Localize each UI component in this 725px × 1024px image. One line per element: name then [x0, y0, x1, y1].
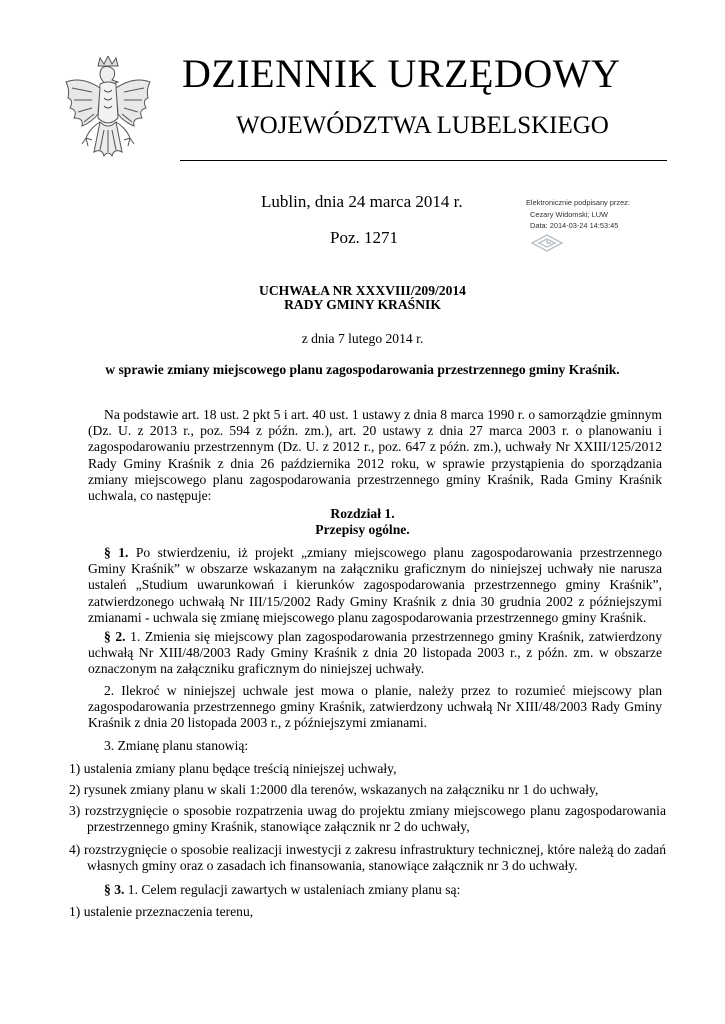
- signature-verification-icon: [530, 233, 564, 253]
- place-date: Lublin, dnia 24 marca 2014 r.: [261, 192, 463, 211]
- header-divider: [180, 160, 667, 161]
- list-item: 3) rozstrzygnięcie o sposobie rozpatrzenia uwag do projektu zmiany miejscowego planu zagospodarowania przestrzennego gminy Kraśnik, stanowiące załącznik nr 2 do uchwały,: [69, 803, 666, 835]
- section-1-paragraph: [88, 545, 662, 626]
- list-item: 1) ustalenia zmiany planu będące treścią niniejszej uchwały,: [69, 761, 397, 776]
- chapter-label: Rozdział 1.: [330, 506, 395, 521]
- section-3-text: 1. Celem regulacji zawartych w ustaleniach zmiany planu są:: [127, 882, 461, 897]
- section-2-paragraph: [88, 629, 662, 678]
- chapter-title: Przepisy ogólne.: [315, 522, 410, 537]
- section-2-label: § 2.: [104, 629, 126, 644]
- position-number: Poz. 1271: [330, 228, 398, 247]
- section-1-label: § 1.: [104, 545, 129, 560]
- signature-line-1: Elektronicznie podpisany przez:: [526, 198, 630, 207]
- signature-line-2: Cezary Widomski; LUW: [530, 209, 609, 219]
- list-item: 4) rozstrzygnięcie o sposobie realizacji inwestycji z zakresu infrastruktury technicznej, które należą do zadań własnych gminy oraz o zasadach ich finansowania, stanowiące załącznik nr 3 do uchwały.: [69, 842, 666, 874]
- section-3-paragraph: [88, 882, 662, 898]
- resolution-subject: w sprawie zmiany miejscowego planu zagospodarowania przestrzennego gminy Kraśnik.: [105, 362, 620, 377]
- eagle-emblem-icon: [62, 56, 154, 174]
- resolution-date: z dnia 7 lutego 2014 r.: [301, 331, 424, 346]
- resolution-number: UCHWAŁA NR XXXVIII/209/2014: [259, 283, 466, 298]
- section-2-text: 1. Zmienia się miejscowy plan zagospodarowania przestrzennego gminy Kraśnik, zatwierdzony uchwałą Nr XIII/48/2003 Rady Gminy Kraśnik z dnia 20 listopada 2003 r., z późn. zm. w obszarze oznaczonym na załączniku graficznym do niniejszej uchwały.: [88, 629, 662, 677]
- section-1-text: Po stwierdzeniu, iż projekt „zmiany miejscowego planu zagospodarowania przestrzennego Gminy Kraśnik” w obszarze wskazanym na załączniku graficznym do niniejszej uchwały nie narusza ustaleń „Studium uwarunkowań i kierunków zagospodarowania przestrzennego gminy Kraśnik”, zatwierdzonego uchwałą Nr III/15/2002 Rady Gminy Kraśnik z dnia 30 grudnia 2002 z późniejszymi zmianami - uchwala się zmianę miejscowego planu zagospodarowania przestrzennego gminy Kraśnik.: [88, 545, 662, 625]
- legal-basis-paragraph: Na podstawie art. 18 ust. 2 pkt 5 i art. 40 ust. 1 ustawy z dnia 8 marca 1990 r. o samorządzie gminnym (Dz. U. z 2013 r., poz. 594 z późn. zm.), art. 20 ustawy z dnia 27 marca 2003 r. o planowaniu i zagospodarowaniu przestrzennym (Dz. U. z 2012 r., poz. 647 z późn. zm.), uchwały Nr XXIII/125/2012 Rady Gminy Kraśnik z dnia 26 października 2012 roku, w sprawie przystąpienia do sporządzania zmiany miejscowego planu zagospodarowania przestrzennego gminy Kraśnik, Rada Gminy Kraśnik uchwala, co następuje:: [88, 407, 662, 504]
- journal-subtitle: WOJEWÓDZTWA LUBELSKIEGO: [236, 112, 609, 139]
- section-2-paragraph-3: 3. Zmianę planu stanowią:: [104, 738, 249, 753]
- section-2-paragraph-2: 2. Ilekroć w niniejszej uchwale jest mowa o planie, należy przez to rozumieć miejscowy plan zagospodarowania przestrzennego gminy Kraśnik, zatwierdzony uchwałą Nr XIII/48/2003 Rady Gminy Kraśnik z dnia 20 listopada 2003 r., z późniejszymi zmianami.: [88, 683, 662, 731]
- list-item: 2) rysunek zmiany planu w skali 1:2000 dla terenów, wskazanych na załączniku nr 1 do uchwały,: [69, 782, 599, 797]
- list-item: 1) ustalenie przeznaczenia terenu,: [69, 904, 254, 919]
- signature-line-3: Data: 2014-03-24 14:53:45: [530, 221, 619, 230]
- section-3-label: § 3.: [104, 882, 125, 897]
- journal-title: DZIENNIK URZĘDOWY: [182, 51, 621, 96]
- council-name: RADY GMINY KRAŚNIK: [284, 297, 441, 312]
- electronic-signature: [526, 197, 630, 232]
